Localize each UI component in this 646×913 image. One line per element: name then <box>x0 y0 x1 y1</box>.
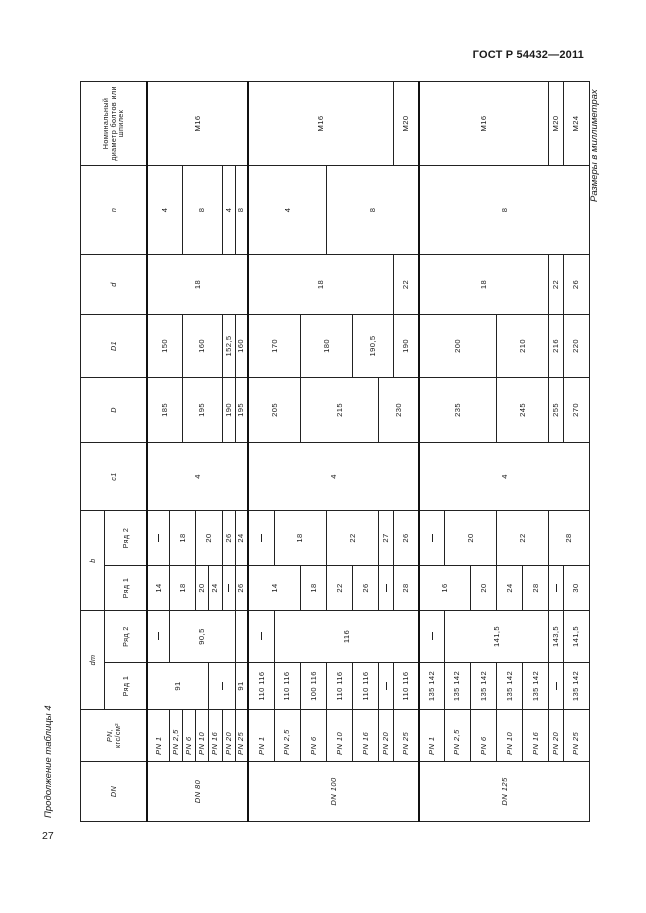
c1-cell: 4 <box>419 442 589 510</box>
dash <box>228 584 229 592</box>
header-dm-row1: Ряд 1 <box>104 663 147 710</box>
b1-cell: 26 <box>235 565 248 610</box>
b1-cell: 14 <box>248 565 300 610</box>
pn-cell: PN 6 <box>183 710 196 762</box>
header-dm-row2: Ряд 2 <box>104 610 147 662</box>
b2-cell: 22 <box>327 510 379 565</box>
D-cell: 255 <box>549 377 563 442</box>
header-n-label: n <box>108 207 118 213</box>
dash <box>158 633 159 641</box>
dm1-cell: 135 142 <box>444 663 470 710</box>
dm1-cell: 110 116 <box>393 663 419 710</box>
bolt-cell: M16 <box>419 81 549 165</box>
dm1-cell: 135 142 <box>419 663 444 710</box>
units-caption: Размеры в миллиметрах <box>589 89 600 202</box>
header-D <box>81 377 148 442</box>
b2-cell: 26 <box>393 510 419 565</box>
pn-cell: PN 25 <box>235 710 248 762</box>
D1-cell: 170 <box>248 314 300 377</box>
dash <box>556 682 557 690</box>
dash <box>432 633 433 641</box>
b2-cell <box>419 510 444 565</box>
pn-cell: PN 6 <box>300 710 326 762</box>
dm1-cell: 135 142 <box>470 663 496 710</box>
b1-cell: 20 <box>196 565 209 610</box>
dash <box>386 682 387 690</box>
dm2-cell: 141,5 <box>563 610 589 662</box>
header-D-label: D <box>108 407 118 413</box>
bolt-cell: M24 <box>563 81 589 165</box>
dm2-cell <box>419 610 444 662</box>
header-bolt-diameter: Номинальный диаметр болтов или шпилек <box>81 81 148 165</box>
pn-cell: PN 10 <box>196 710 209 762</box>
b1-cell: 22 <box>327 565 353 610</box>
flange-dimensions-table <box>80 82 590 822</box>
pn-cell: PN 20 <box>549 710 563 762</box>
b1-cell: 28 <box>393 565 419 610</box>
D-cell: 205 <box>248 377 300 442</box>
dm1-cell: 91 <box>235 663 248 710</box>
pn-cell: PN 10 <box>497 710 523 762</box>
bolt-cell: M20 <box>393 81 419 165</box>
dm1-cell: 100 116 <box>300 663 326 710</box>
D-cell: 195 <box>183 377 222 442</box>
header-d-label: d <box>108 282 118 287</box>
b2-cell: 20 <box>444 510 496 565</box>
D-cell: 185 <box>147 377 183 442</box>
D-cell: 245 <box>497 377 549 442</box>
pn-cell: PN 6 <box>470 710 496 762</box>
header-c1-label: c1 <box>108 472 118 481</box>
b2-cell: 20 <box>196 510 222 565</box>
n-cell: 8 <box>235 165 248 254</box>
dash <box>261 534 262 542</box>
dm1-cell <box>379 663 393 710</box>
header-pn <box>81 710 148 762</box>
d-cell: 22 <box>549 254 563 314</box>
header-d <box>81 254 148 314</box>
b1-cell: 18 <box>300 565 326 610</box>
n-cell: 4 <box>147 165 183 254</box>
dash <box>158 534 159 542</box>
b1-cell: 24 <box>209 565 222 610</box>
n-cell: 4 <box>248 165 326 254</box>
dm2-cell <box>235 610 248 662</box>
b2-cell: 27 <box>379 510 393 565</box>
dm1-cell: 110 116 <box>353 663 379 710</box>
dm2-cell: 141,5 <box>444 610 549 662</box>
pn-cell: PN 2,5 <box>444 710 470 762</box>
b2-cell: 18 <box>274 510 326 565</box>
d-cell: 18 <box>248 254 393 314</box>
d-cell: 18 <box>419 254 549 314</box>
header-dm <box>81 610 105 709</box>
pn-cell: PN 1 <box>147 710 170 762</box>
b1-cell: 20 <box>470 565 496 610</box>
c1-cell: 4 <box>147 442 248 510</box>
header-b-row1: Ряд 1 <box>104 565 147 610</box>
d-cell: 18 <box>147 254 248 314</box>
dm1-cell: 135 142 <box>497 663 523 710</box>
D-cell: 230 <box>379 377 419 442</box>
dm2-cell: 143,5 <box>549 610 563 662</box>
n-cell: 8 <box>183 165 222 254</box>
header-pn-label: PN, <box>104 728 114 743</box>
D1-cell: 152,5 <box>222 314 235 377</box>
dm1-cell: 91 <box>147 663 209 710</box>
D1-cell: 216 <box>549 314 563 377</box>
d-cell: 22 <box>393 254 419 314</box>
dm1-cell: 110 116 <box>327 663 353 710</box>
b2-cell <box>248 510 274 565</box>
dash <box>432 534 433 542</box>
dm1-cell: 110 116 <box>248 663 274 710</box>
D1-cell: 180 <box>300 314 352 377</box>
dn80-label: DN 80 <box>147 762 248 822</box>
header-D1-label: D1 <box>108 340 118 351</box>
b2-cell: 28 <box>549 510 590 565</box>
n-cell: 8 <box>327 165 420 254</box>
header-b-label: b <box>87 558 97 563</box>
D1-cell: 220 <box>563 314 589 377</box>
b1-cell: 14 <box>147 565 170 610</box>
D-cell: 190 <box>222 377 235 442</box>
pn-cell: PN 2,5 <box>170 710 183 762</box>
b2-cell: 18 <box>170 510 196 565</box>
b2-cell: 26 <box>222 510 235 565</box>
d-cell: 26 <box>563 254 589 314</box>
D1-cell: 200 <box>419 314 496 377</box>
D1-cell: 150 <box>147 314 183 377</box>
bolt-cell: M16 <box>147 81 248 165</box>
c1-cell: 4 <box>248 442 419 510</box>
dash <box>261 633 262 641</box>
pn-cell: PN 16 <box>353 710 379 762</box>
header-b-row2: Ряд 2 <box>104 510 147 565</box>
dn125-label: DN 125 <box>419 762 589 822</box>
b2-cell: 22 <box>497 510 549 565</box>
dm1-cell: 135 142 <box>523 663 549 710</box>
dash <box>556 584 557 592</box>
pn-cell: PN 1 <box>419 710 444 762</box>
D-cell: 270 <box>563 377 589 442</box>
b1-cell: 24 <box>497 565 523 610</box>
D1-cell: 160 <box>183 314 222 377</box>
dm2-cell: 90,5 <box>170 610 235 662</box>
pn-cell: PN 2,5 <box>274 710 300 762</box>
pn-cell: PN 16 <box>209 710 222 762</box>
D1-cell: 160 <box>235 314 248 377</box>
page-number: 27 <box>42 830 54 842</box>
dm1-cell <box>209 663 235 710</box>
bolt-cell: M16 <box>248 81 393 165</box>
bolt-cell: M20 <box>549 81 563 165</box>
pn-cell: PN 10 <box>327 710 353 762</box>
b1-cell: 30 <box>563 565 589 610</box>
dm2-cell: 116 <box>274 610 419 662</box>
pn-cell: PN 20 <box>222 710 235 762</box>
dm2-cell <box>147 610 170 662</box>
b1-cell <box>379 565 393 610</box>
n-cell: 4 <box>222 165 235 254</box>
b1-cell <box>222 565 235 610</box>
D1-cell: 210 <box>497 314 549 377</box>
b1-cell: 26 <box>353 565 379 610</box>
D-cell: 235 <box>419 377 496 442</box>
header-dm-label: dm <box>87 654 97 666</box>
table-continuation-caption: Продолжение таблицы 4 <box>43 705 54 818</box>
b2-cell: 24 <box>235 510 248 565</box>
D1-cell: 190 <box>393 314 419 377</box>
pn-cell: PN 1 <box>248 710 274 762</box>
pn-cell: PN 20 <box>379 710 393 762</box>
dash <box>386 584 387 592</box>
document-id: ГОСТ Р 54432—2011 <box>472 49 584 61</box>
dash <box>222 682 223 690</box>
b2-cell <box>147 510 170 565</box>
n-cell: 8 <box>419 165 589 254</box>
pn-cell: PN 16 <box>523 710 549 762</box>
dn100-label: DN 100 <box>248 762 419 822</box>
header-pn-unit: кгс/см² <box>112 723 122 748</box>
pn-cell: PN 25 <box>563 710 589 762</box>
dm1-cell <box>549 663 563 710</box>
D-cell: 215 <box>300 377 378 442</box>
header-D1 <box>81 314 148 377</box>
header-b <box>81 510 105 610</box>
b1-cell: 18 <box>170 565 196 610</box>
b1-cell: 28 <box>523 565 549 610</box>
header-n <box>81 165 148 254</box>
header-c1 <box>81 442 148 510</box>
dm1-cell: 135 142 <box>563 663 589 710</box>
pn-cell: PN 25 <box>393 710 419 762</box>
b1-cell <box>549 565 563 610</box>
dm1-cell: 110 116 <box>274 663 300 710</box>
dm2-cell <box>248 610 274 662</box>
D1-cell: 190,5 <box>353 314 393 377</box>
D-cell: 195 <box>235 377 248 442</box>
header-dn: DN <box>81 762 148 822</box>
b1-cell: 16 <box>419 565 470 610</box>
